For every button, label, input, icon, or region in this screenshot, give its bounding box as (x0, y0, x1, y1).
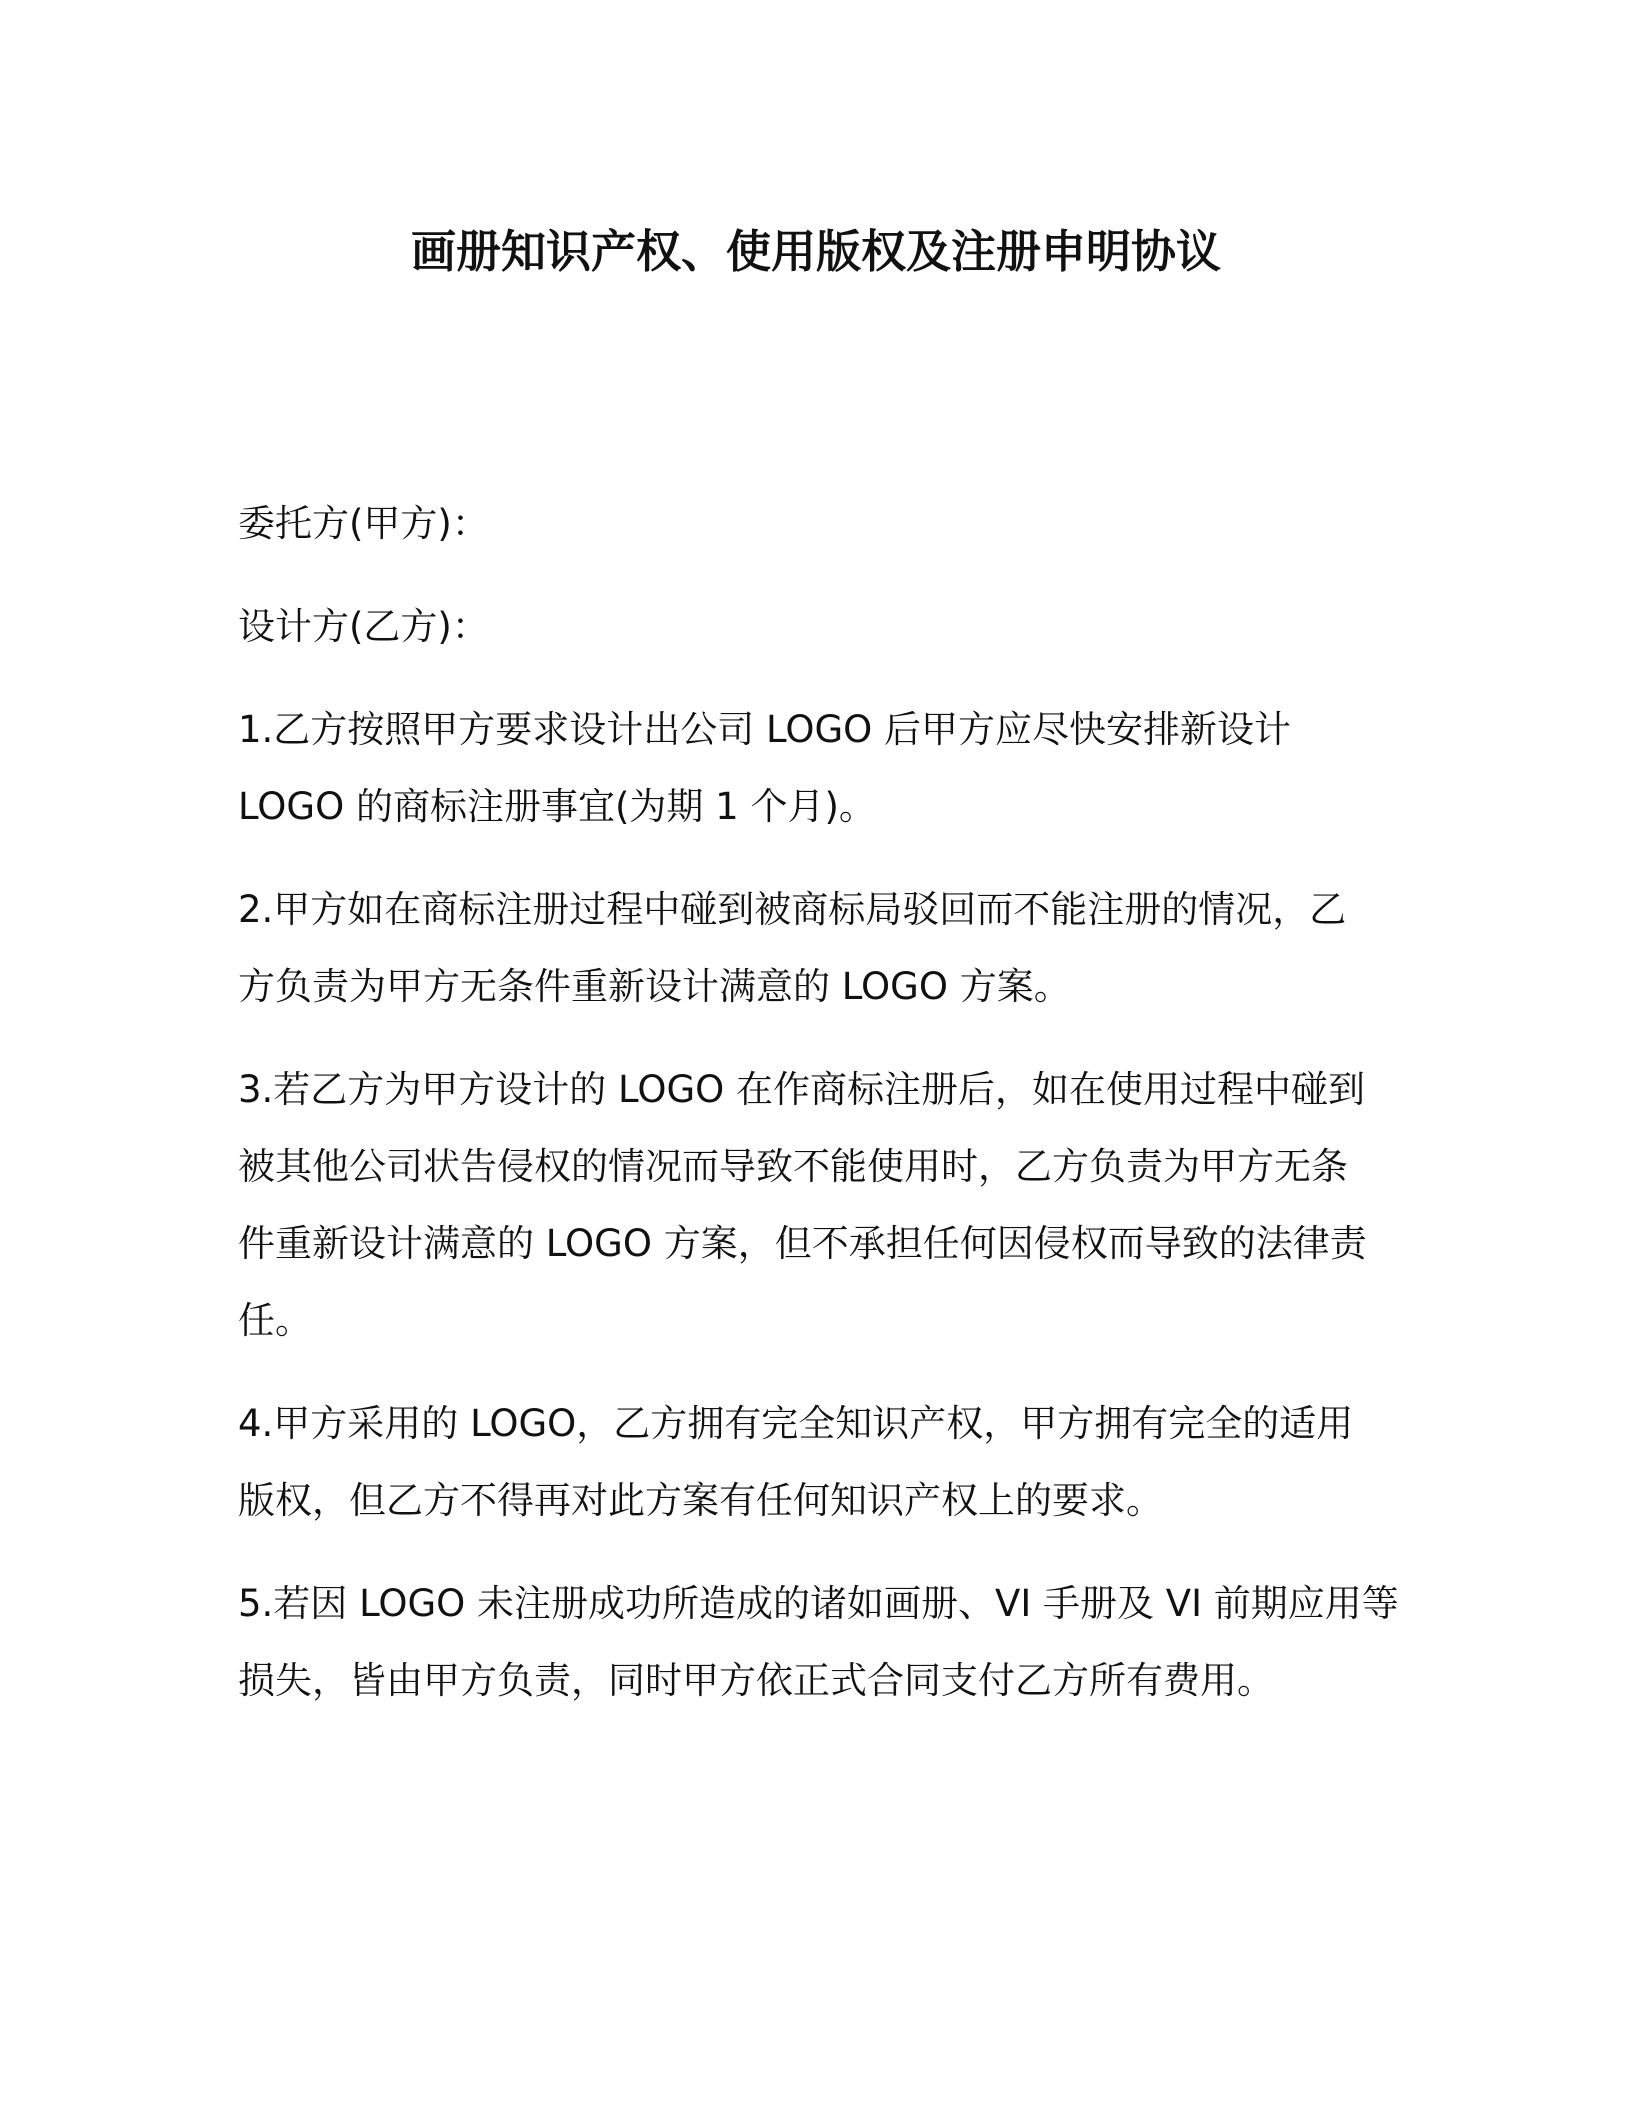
clause-1-line-2: LOGO 的商标注册事宜(为期 1 个月)。 (238, 785, 876, 828)
document-title: 画册知识产权、使用版权及注册申明协议 (410, 225, 1221, 278)
clause-3-line-4: 任。 (238, 1299, 312, 1342)
clause-4-line-1: 4.甲方采用的 LOGO，乙方拥有完全知识产权，甲方拥有完全的适用 (238, 1402, 1354, 1445)
clause-5-line-2: 损失，皆由甲方负责，同时甲方依正式合同支付乙方所有费用。 (238, 1659, 1274, 1702)
party-b-label: 设计方(乙方)： (238, 605, 489, 648)
party-a-label: 委托方(甲方)： (238, 502, 489, 545)
clause-2-line-2: 方负责为甲方无条件重新设计满意的 LOGO 方案。 (238, 965, 1071, 1008)
clause-5-line-1: 5.若因 LOGO 未注册成功所造成的诸如画册、VI 手册及 VI 前期应用等 (238, 1582, 1399, 1625)
clause-1-line-1: 1.乙方按照甲方要求设计出公司 LOGO 后甲方应尽快安排新设计 (238, 708, 1292, 751)
clause-3-line-2: 被其他公司状告侵权的情况而导致不能使用时，乙方负责为甲方无条 (238, 1145, 1348, 1188)
clause-3-line-1: 3.若乙方为甲方设计的 LOGO 在作商标注册后，如在使用过程中碰到 (238, 1068, 1366, 1111)
clause-4-line-2: 版权，但乙方不得再对此方案有任何知识产权上的要求。 (238, 1479, 1163, 1522)
clause-3-line-3: 件重新设计满意的 LOGO 方案，但不承担任何因侵权而导致的法律责 (238, 1222, 1367, 1265)
clause-2-line-1: 2.甲方如在商标注册过程中碰到被商标局驳回而不能注册的情况，乙 (238, 888, 1347, 931)
